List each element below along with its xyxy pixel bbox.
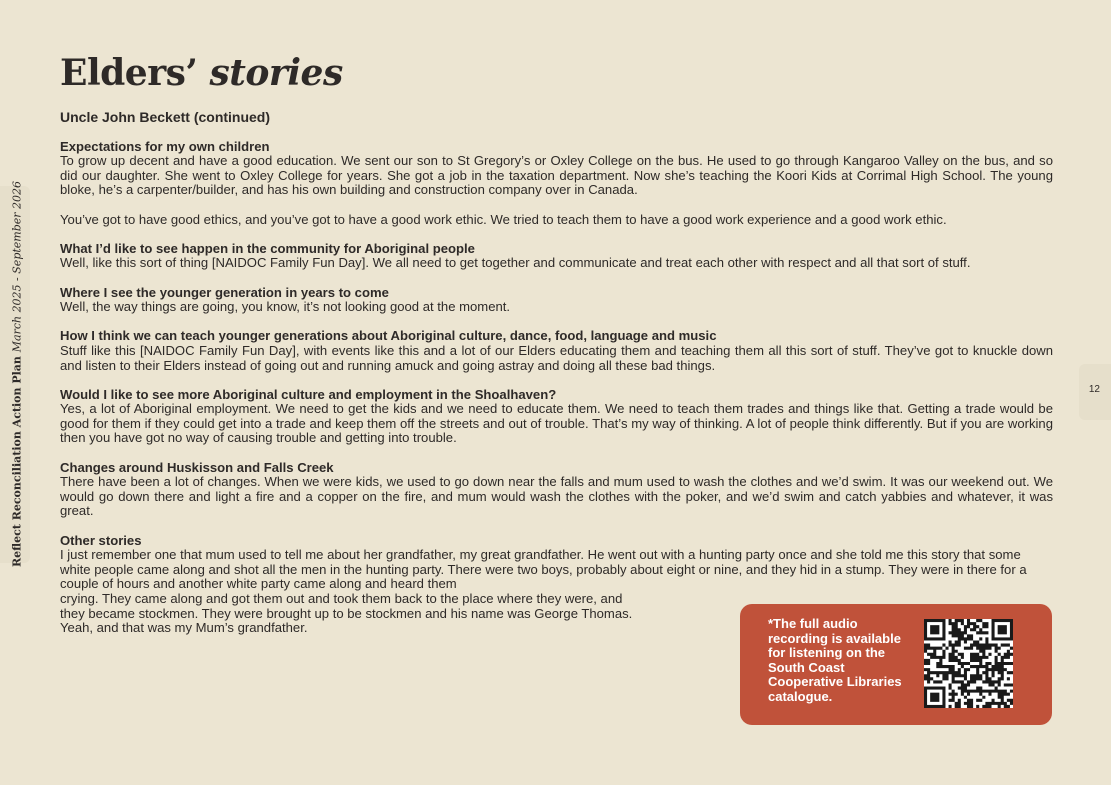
- page-title: [60, 52, 343, 94]
- section-paragraph: There have been a lot of changes. When we were kids, we used to go down near the falls and mum used to wash the clothes and we’d swim. It was our weekend out. We would go down there and light a fire and a copper on the fire, and mum would wash the clothes with the poker, and we’d swim and catch yabbies and whatever, it was great.: [60, 474, 1053, 519]
- page-title-italic: stories: [209, 52, 343, 94]
- section-expectations: [60, 140, 1053, 228]
- section-paragraph: You’ve got to have good ethics, and you’ve got to have a good work ethic. We tried to teach them to have a good work experience and a good work ethic.: [60, 211, 947, 227]
- section-employment: [60, 388, 1053, 446]
- section-community: [60, 242, 1053, 271]
- section-heading: How I think we can teach younger generations about Aboriginal culture, dance, food, language and music: [60, 328, 717, 344]
- qr-code[interactable]: [924, 619, 1013, 708]
- story-text: I just remember one that mum used to tell me about her grandfather, my great grandfather. He went out with a hunting party once and she told me this story that some white people came along and shot all the men in the hunting party. There were two boys, probably about eight or nine, and they hid in a stump. They were in there for a couple of hours and another white party came along and heard them: [60, 547, 1027, 592]
- audio-callout-text: *The full audio recording is available for listening on the South Coast Cooperative Libraries catalogue.: [768, 616, 902, 704]
- section-paragraph: To grow up decent and have a good education. We sent our son to St Gregory’s or Oxley College on the bus. He used to go through Kangaroo Valley on the bus, and so did our daughter. She went to Oxley College for years. She got a job in the taxation department. Now she’s teaching the Koori Kids at Corrimal High School. The young bloke, he’s a carpenter/builder, and has his own building and construction company over in Canada.: [60, 153, 1053, 198]
- page-number: 12: [1088, 384, 1100, 395]
- section-huskisson: [60, 461, 1053, 519]
- section-heading: Would I like to see more Aboriginal culture and employment in the Shoalhaven?: [60, 386, 557, 402]
- audio-callout: [740, 604, 1052, 725]
- document-side-title: [11, 181, 24, 567]
- section-heading: Where I see the younger generation in years to come: [60, 284, 389, 300]
- qr-finder-pattern: [992, 619, 1013, 640]
- plan-date-range: March 2025 - September 2026: [10, 180, 24, 353]
- section-teaching: [60, 329, 1053, 373]
- story-line: Yeah, and that was my Mum’s grandfather.: [60, 620, 308, 636]
- section-paragraph: Well, like this sort of thing [NAIDOC Family Fun Day]. We all need to get together and communicate and treat each other with respect and all that sort of stuff.: [60, 255, 971, 271]
- section-heading: Other stories: [60, 532, 142, 548]
- story-line: crying. They came along and got them out and took them back to the place where they were, and: [60, 591, 623, 606]
- page-title-main: Elders’: [60, 52, 210, 94]
- qr-finder-pattern: [924, 687, 945, 708]
- qr-code-graphic: [924, 619, 1013, 708]
- subtitle: Uncle John Beckett (continued): [60, 109, 271, 125]
- section-paragraph: Well, the way things are going, you know, it’s not looking good at the moment.: [60, 299, 511, 315]
- section-paragraph: Stuff like this [NAIDOC Family Fun Day], with events like this and a lot of our Elders educating them and teaching them all this sort of stuff. They’ve got to knuckle down and listen to their Elders instead of going out and running amuck and going astray and doing all these bad things.: [60, 342, 1053, 373]
- qr-finder-pattern: [924, 619, 945, 640]
- section-paragraph: Yes, a lot of Aboriginal employment. We need to get the kids and we need to educate them. We need to teach them trades and things like that. Getting a trade would be good for them if they could get into a trade and keep them off the streets and out of trouble. That’s my way of thinking. A lot of people think differently. But if you are working then you have got no way of causing trouble and getting into trouble.: [60, 401, 1053, 446]
- main-content: [60, 110, 1053, 650]
- section-heading: Changes around Huskisson and Falls Creek: [60, 459, 334, 475]
- story-line: they became stockmen. They were brought up to be stockmen and his name was George Thomas.: [60, 605, 633, 621]
- section-younger-generation: [60, 286, 1053, 315]
- section-heading: What I’d like to see happen in the community for Aboriginal people: [60, 240, 475, 256]
- plan-title: Reflect Reconciliation Action Plan: [10, 352, 24, 568]
- section-heading: Expectations for my own children: [60, 138, 270, 154]
